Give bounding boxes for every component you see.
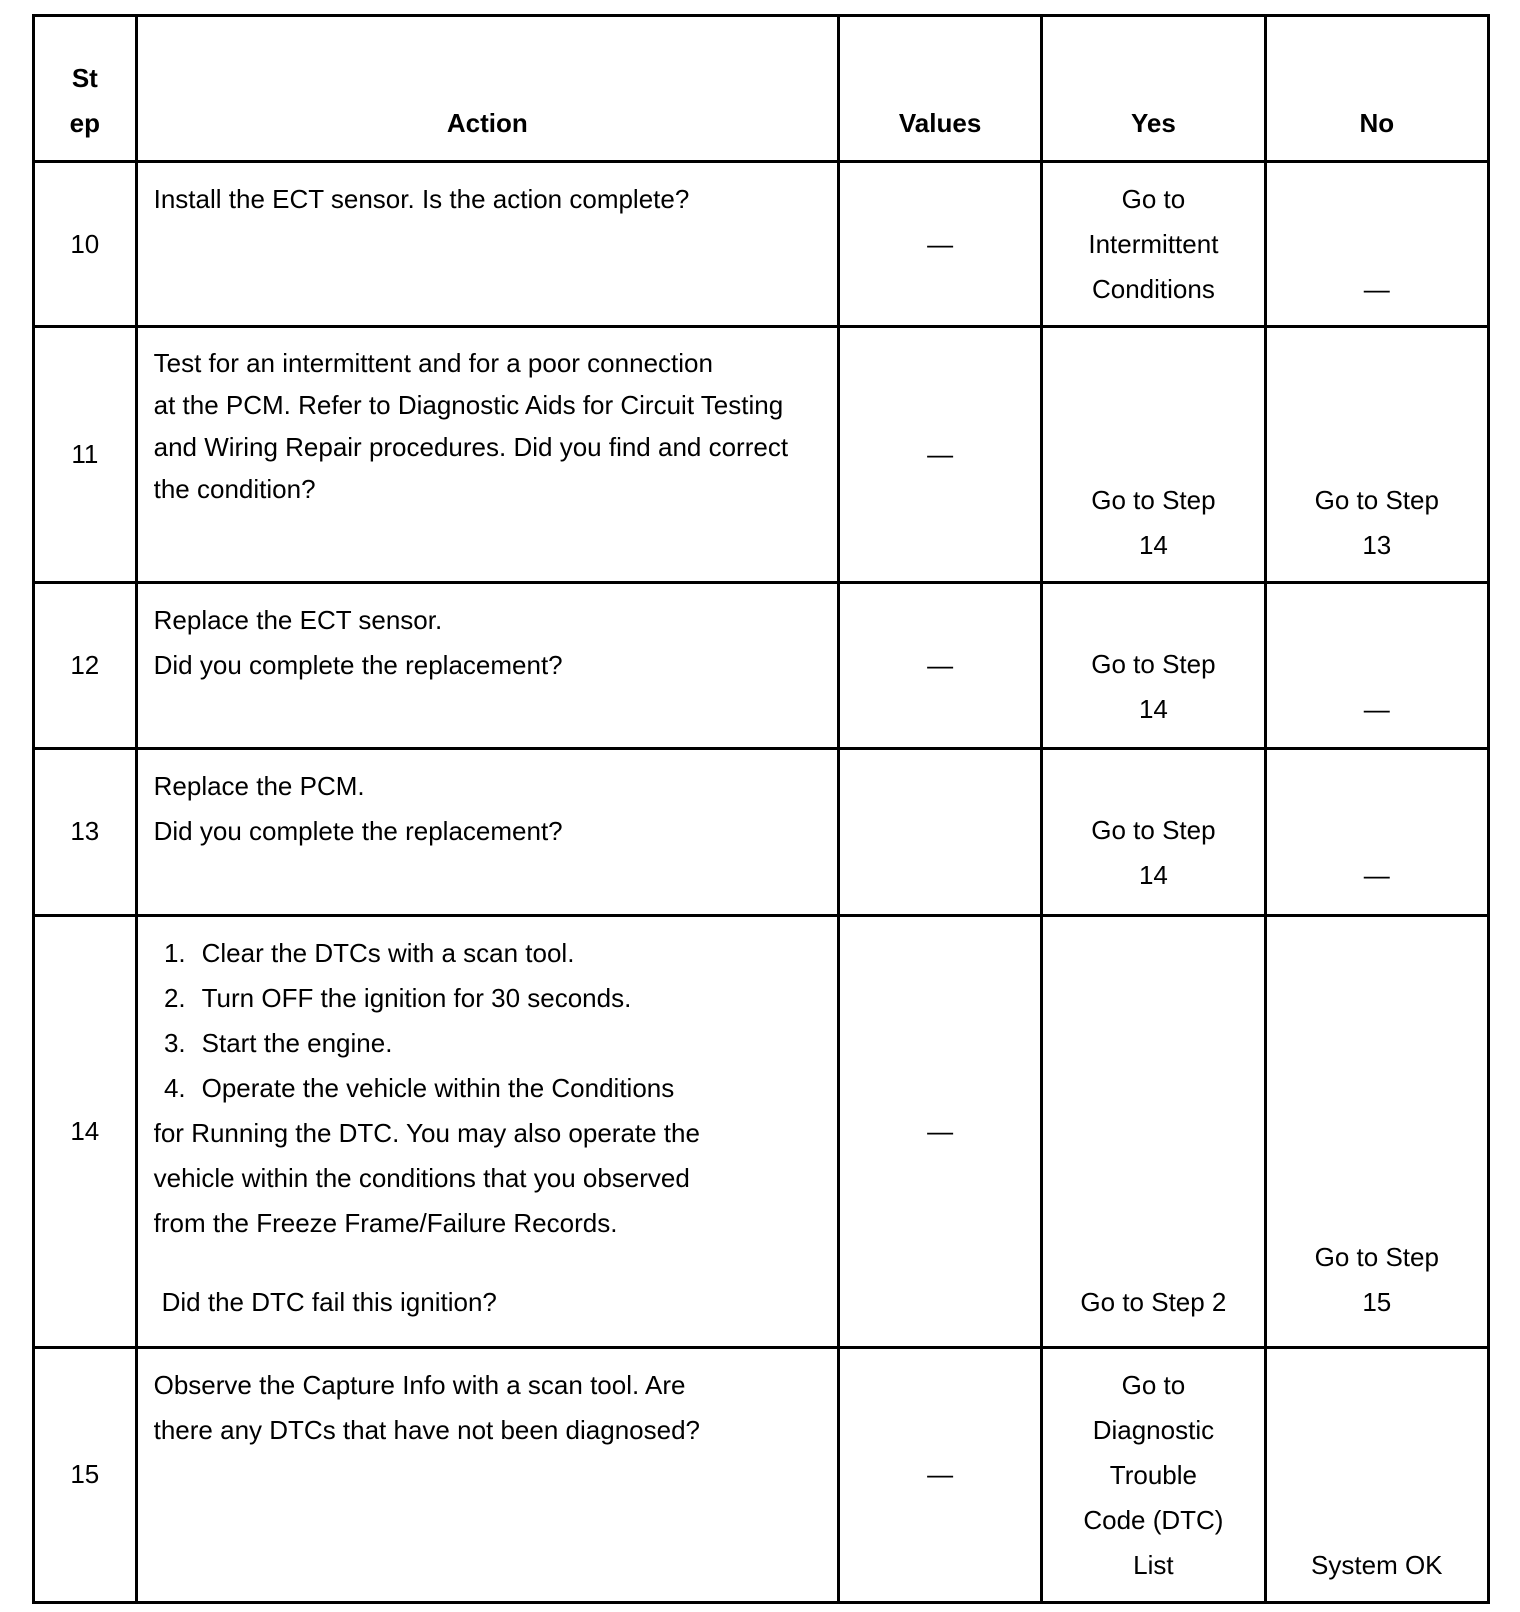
step-number: 13	[34, 749, 137, 915]
action-cell: Install the ECT sensor. Is the action complete?	[136, 162, 838, 327]
list-item: 1. Clear the DTCs with a scan tool.	[163, 937, 575, 968]
yes-cell: Go to Step 14	[1042, 327, 1265, 583]
no-cell: —	[1265, 749, 1488, 915]
yes-cell: Go to Step 14	[1042, 583, 1265, 749]
table-row	[34, 915, 1489, 1347]
action-question: Did the DTC fail this ignition?	[161, 1286, 497, 1317]
table-row	[34, 749, 1489, 915]
no-cell: —	[1265, 162, 1488, 327]
step-number: 12	[34, 583, 137, 749]
header-step: St ep	[34, 16, 137, 162]
header-yes: Yes	[1042, 16, 1265, 162]
header-no: No	[1265, 16, 1488, 162]
yes-cell: Go to Step 14	[1042, 749, 1265, 915]
values-cell: —	[838, 327, 1041, 583]
yes-cell: Go to Step 2	[1042, 915, 1265, 1347]
table-row	[34, 162, 1489, 327]
diagnostic-table	[32, 14, 1490, 1604]
values-cell: —	[838, 583, 1041, 749]
no-cell: Go to Step 15	[1265, 915, 1488, 1347]
yes-cell: Go to Intermittent Conditions	[1042, 162, 1265, 327]
step-number: 15	[34, 1347, 137, 1602]
values-cell	[838, 749, 1041, 915]
step-number: 11	[34, 327, 137, 583]
header-action: Action	[136, 16, 838, 162]
table-row	[34, 583, 1489, 749]
yes-cell: Go to Diagnostic Trouble Code (DTC) List	[1042, 1347, 1265, 1602]
table-row	[34, 327, 1489, 583]
values-cell: —	[838, 915, 1041, 1347]
action-cell: Observe the Capture Info with a scan tool. Are there any DTCs that have not been diagnosed?	[136, 1347, 838, 1602]
list-item: 4. Operate the vehicle within the Conditions	[163, 1072, 675, 1103]
action-cell: Replace the PCM. Did you complete the replacement?	[136, 749, 838, 915]
no-cell: —	[1265, 583, 1488, 749]
list-item: 3. Start the engine.	[163, 1027, 393, 1058]
header-values: Values	[838, 16, 1041, 162]
action-cell: 1. Clear the DTCs with a scan tool. 2. Turn OFF the ignition for 30 seconds. 3. Start the engine. 4. Operate the vehicle within the Conditions for Running the DTC. You may also operate the vehicle within the conditions that you observed from the Freeze Frame/Failure Records. Did the DTC fail this ignition?	[136, 915, 838, 1347]
header-row	[34, 16, 1489, 162]
step-number: 10	[34, 162, 137, 327]
action-cell: Replace the ECT sensor. Did you complete the replacement?	[136, 583, 838, 749]
step-number: 14	[34, 915, 137, 1347]
values-cell: —	[838, 162, 1041, 327]
table-row	[34, 1347, 1489, 1602]
values-cell: —	[838, 1347, 1041, 1602]
no-cell: System OK	[1265, 1347, 1488, 1602]
action-cell: Test for an intermittent and for a poor connection at the PCM. Refer to Diagnostic Aids for Circuit Testing and Wiring Repair procedures. Did you find and correct the condition?	[136, 327, 838, 583]
list-item: 2. Turn OFF the ignition for 30 seconds.	[163, 982, 632, 1013]
no-cell: Go to Step 13	[1265, 327, 1488, 583]
